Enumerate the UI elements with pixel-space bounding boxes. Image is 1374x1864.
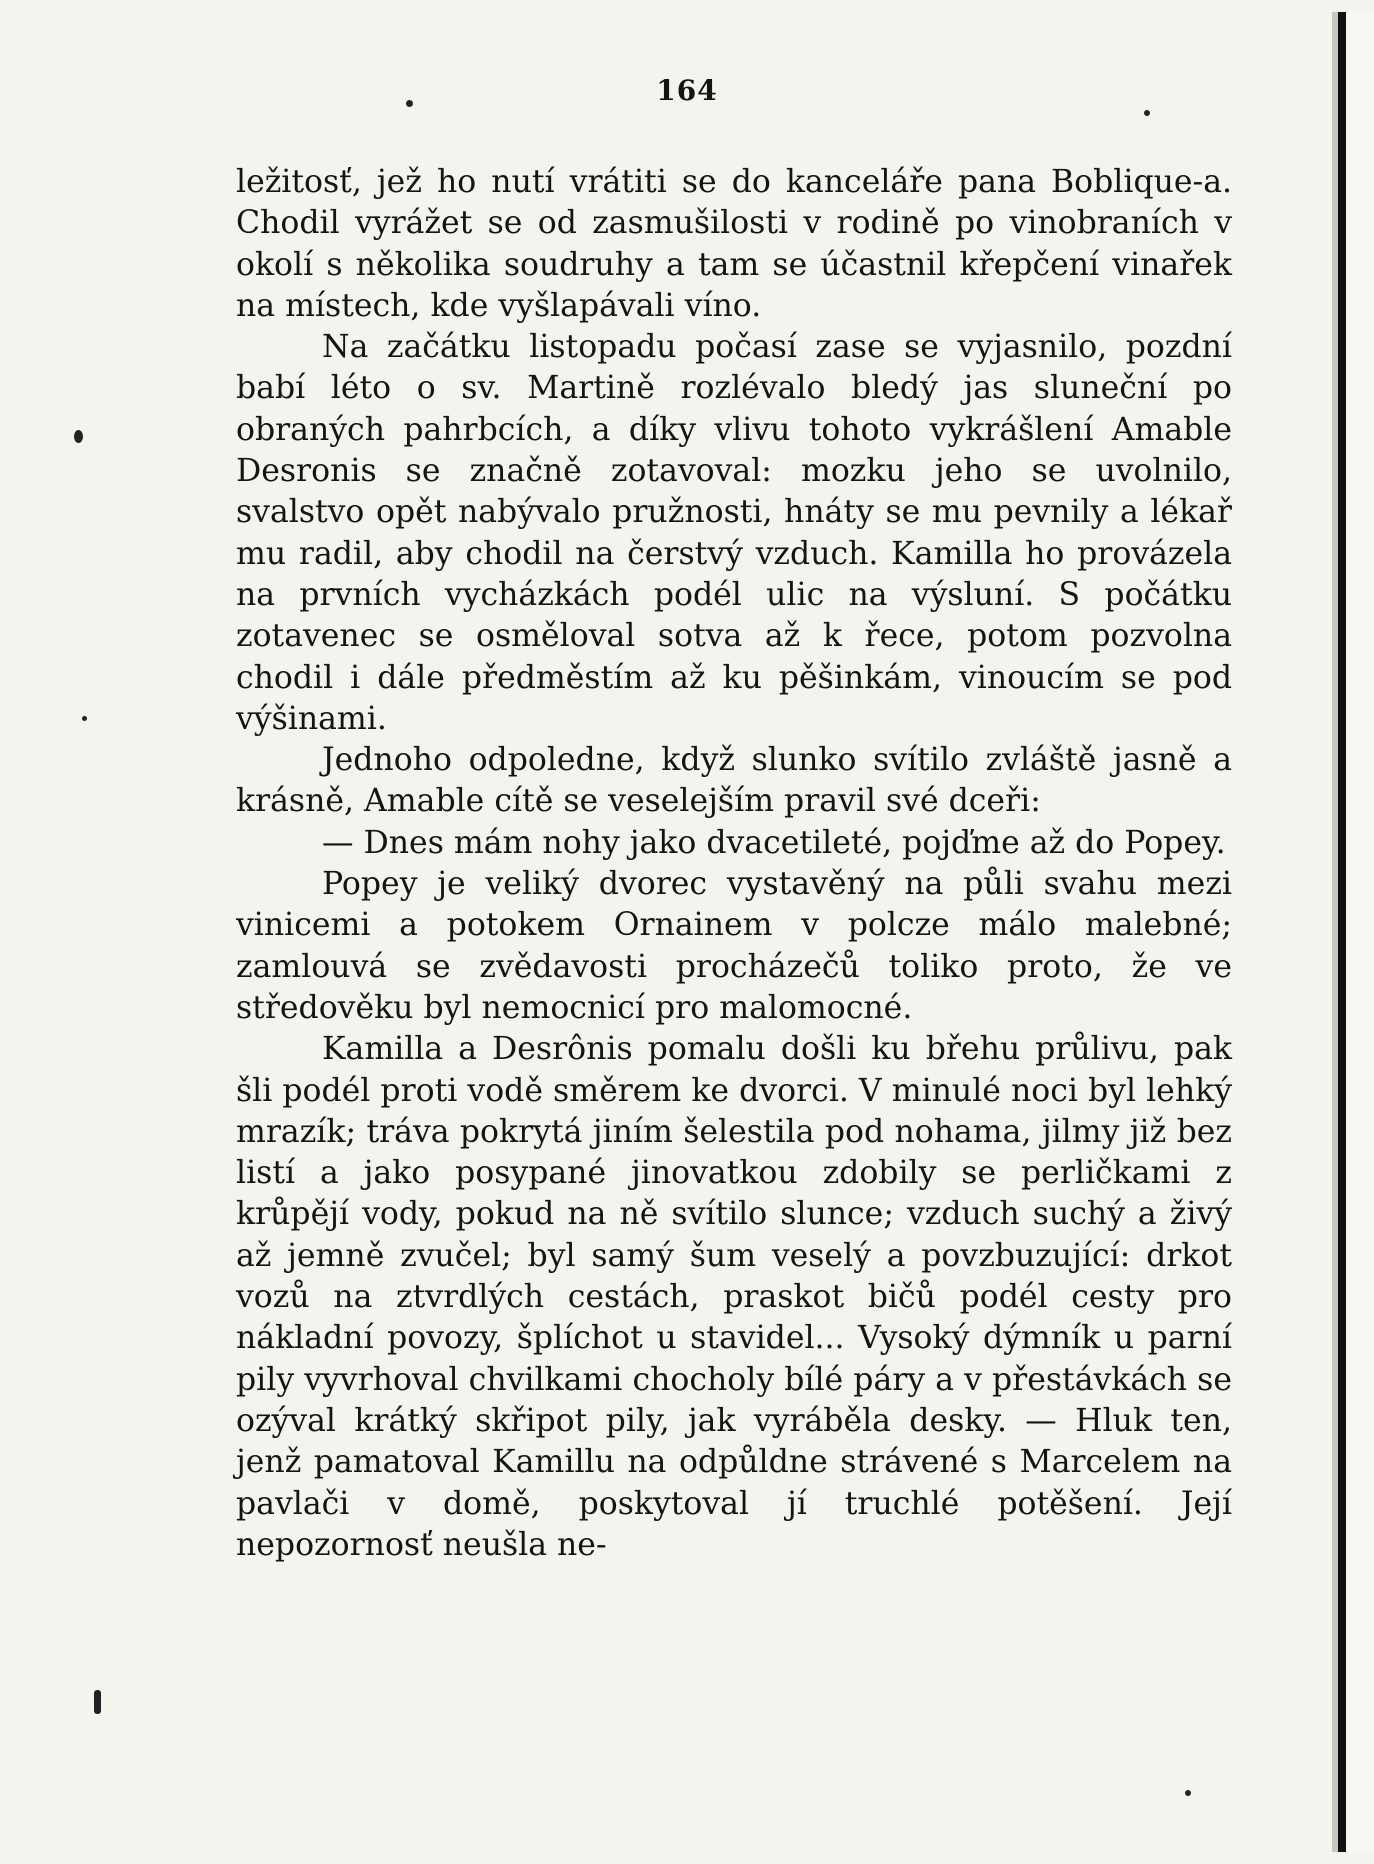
ink-speck: [1144, 110, 1150, 116]
ink-speck: [82, 716, 87, 721]
body-text: [236, 162, 1232, 1566]
paragraph: Jednoho odpoledne, když slunko svítilo zvláště jasně a krásně, Amable cítě se veselejším pravil své dceři:: [236, 742, 1232, 820]
paragraph: Kamilla a Desrônis pomalu došli ku břehu průlivu, pak šli podél proti vodě směrem ke dvorci. V minulé noci byl lehký mrazík; tráva pokrytá jiním šelestila pod nohama, jilmy již bez listí a jako posypané jinovatkou zdobily se perličkami z krůpějí vody, pokud na ně svítilo slunce; vzduch suchý a živý až jemně zvučel; byl samý šum veselý a povzbuzující: drkot vozů na ztvrdlých cestách, praskot bičů podél cesty pro nákladní povozy, šplíchot u stavidel... Vysoký dýmník u parní pily vyvrhoval chvilkami chocholy bílé páry a v přestávkách se ozýval krátký skřipot pily, jak vyráběla desky. — Hluk ten, jenž pamatoval Kamillu na odpůldne strávené s Marcelem na pavlači v domě, poskytoval jí truchlé potěšení. Její nepozornosť neušla ne-: [236, 1031, 1232, 1563]
paragraph-continued: ležitosť, jež ho nutí vrátiti se do kanceláře pana Boblique-a. Chodil vyrážet se od zasmušilosti v rodině po vinobraních v okolí s několika soudruhy a tam se účastnil křepčení vinařek na místech, kde vyšlapávali víno.: [236, 164, 1232, 324]
ink-speck: [94, 1690, 101, 1714]
page-edge-binding: [1338, 12, 1346, 1852]
ink-speck: [74, 430, 83, 443]
dialogue-paragraph: — Dnes mám nohy jako dvacetileté, pojďme až do Popey.: [322, 824, 1226, 861]
paragraph: Popey je veliký dvorec vystavěný na půli svahu mezi vinicemi a potokem Ornainem v polcze málo malebné; zamlouvá se zvědavosti procházečů toliko proto, že ve středověku byl nemocnicí pro malomocné.: [236, 866, 1232, 1026]
page-number: 164: [656, 74, 718, 107]
ink-speck: [1185, 1790, 1191, 1796]
paragraph: Na začátku listopadu počasí zase se vyjasnilo, pozdní babí léto o sv. Martině rozlévalo bledý jas sluneční po obraných pahrbcích, a díky vlivu tohoto vykrášlení Amable Desronis se značně zotavoval: mozku jeho se uvolnilo, svalstvo opět nabývalo pružnosti, hnáty se mu pevnily a lékař mu radil, aby chodil na čerstvý vzduch. Kamilla ho provázela na prvních vycházkách podél ulic na výsluní. S počátku zotavenec se osměloval sotva až k řece, potom pozvolna chodil i dále předměstím až ku pěšinkám, vinoucím se pod výšinami.: [236, 329, 1232, 737]
adjacent-page-edge: [1346, 12, 1374, 1852]
